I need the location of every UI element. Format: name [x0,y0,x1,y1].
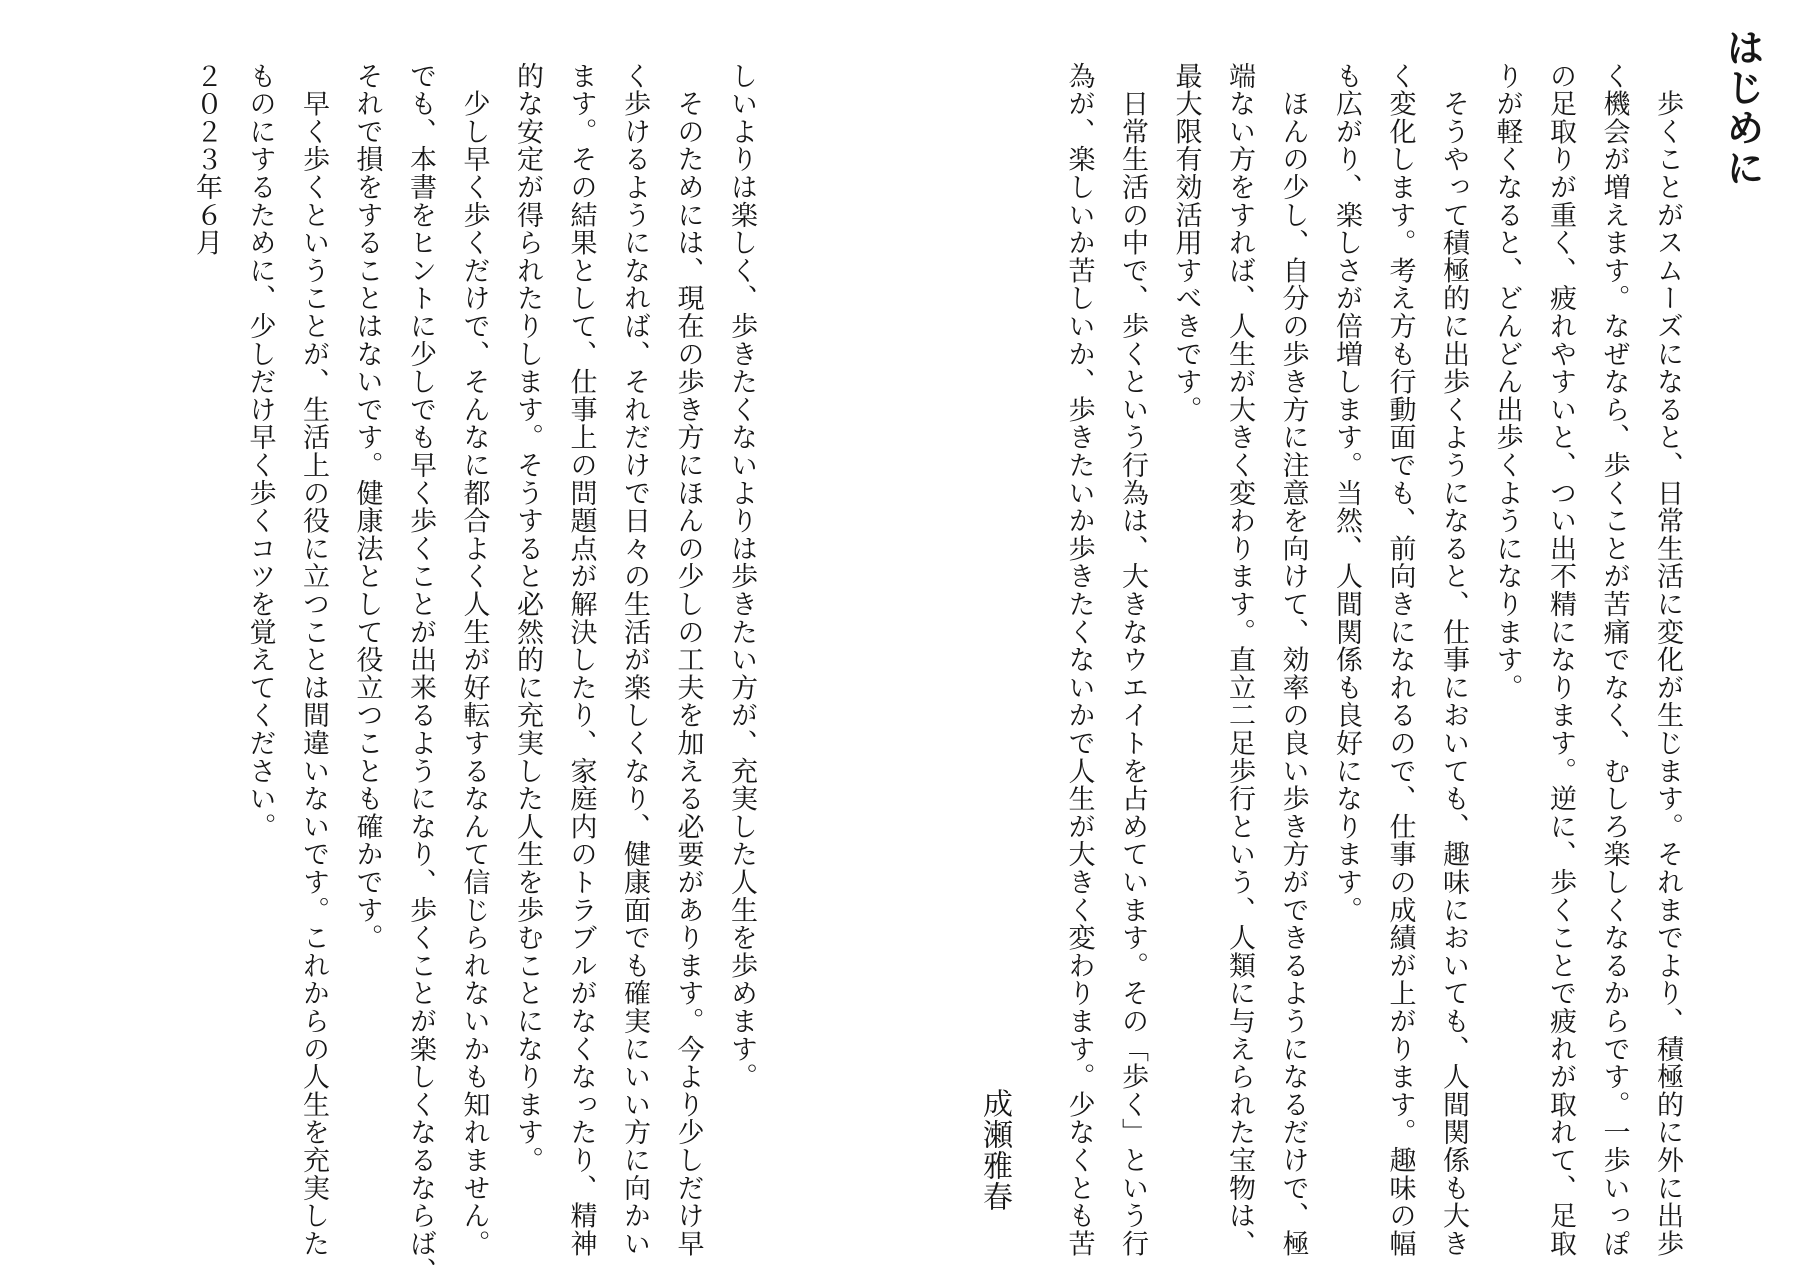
text-line: く変化します。考え方も行動面でも、前向きになれるので、仕事の成績が上がります。趣味の幅 [1384,62,1416,1258]
left-page-text [180,62,769,1285]
text-line: ます。その結果として、仕事上の問題点が解決したり、家庭内のトラブルがなくなったり、精神 [565,62,597,1258]
text-line: 早く歩くということが、生活上の役に立つことは間違いないです。これからの人生を充実した [298,62,329,1258]
author-name: 成瀬雅春 [977,1088,1012,1212]
text-line: 最大限有効活用すべきです。 [1170,62,1202,424]
text-line: ほんの少し、自分の歩き方に注意を向けて、効率の良い歩き方ができるようになるだけで、極 [1277,62,1309,1258]
text-line: く歩けるようになれば、それだけで日々の生活が楽しくなり、健康面でも確実にいい方に向かい [619,62,650,1258]
date-line: ２０２３年６月 [191,62,222,257]
text-line: りが軽くなると、どんどん出歩くようになります。 [1491,62,1523,702]
text-line: しいよりは楽しく、歩きたくないよりは歩きたい方が、充実した人生を歩めます。 [726,62,757,1091]
text-line: 為が、楽しいか苦しいか、歩きたいか歩きたくないかで人生が大きく変わります。少なくとも苦 [1063,62,1095,1258]
text-line: 的な安定が得られたりします。そうすると必然的に充実した人生を歩むことになります。 [512,62,543,1174]
text-line: 歩くことがスムーズになると、日常生活に変化が生じます。それまでより、積極的に外に出歩 [1652,62,1683,1258]
text-line: も広がり、楽しさが倍増します。当然、人間関係も良好になります。 [1331,62,1362,924]
right-page-text [1052,62,1694,1258]
text-line: 端ない方をすれば、人生が大きく変わります。直立二足歩行という、人類に与えられた宝物は、 [1224,62,1255,1258]
text-line: 少し早く歩くだけで、そんなに都合よく人生が好転するなんて信じられないかも知れません。 [458,62,490,1258]
text-line: そのためには、現在の歩き方にほんの少しの工夫を加える必要があります。今より少しだけ早 [672,62,704,1258]
text-line: それで損をすることはないです。健康法として役立つことも確かです。 [351,62,383,952]
text-line: ものにするために、少しだけ早く歩くコツを覚えてください。 [244,62,276,841]
chapter-title: はじめに [1720,28,1765,188]
text-line: の足取りが重く、疲れやすいと、つい出不精になります。逆に、歩くことで疲れが取れて、足取 [1545,62,1576,1258]
text-line: く機会が増えます。なぜなら、歩くことが苦痛でなく、むしろ楽しくなるからです。一歩いっぽ [1598,62,1630,1258]
text-line: 日常生活の中で、歩くという行為は、大きなウエイトを占めています。その「歩く」という行 [1117,62,1148,1258]
text-line: そうやって積極的に出歩くようになると、仕事においても、趣味においても、人間関係も大き [1438,62,1469,1258]
text-line: でも、本書をヒントに少しでも早く歩くことが出来るようになり、歩くことが楽しくなるならば、 [405,62,436,1285]
